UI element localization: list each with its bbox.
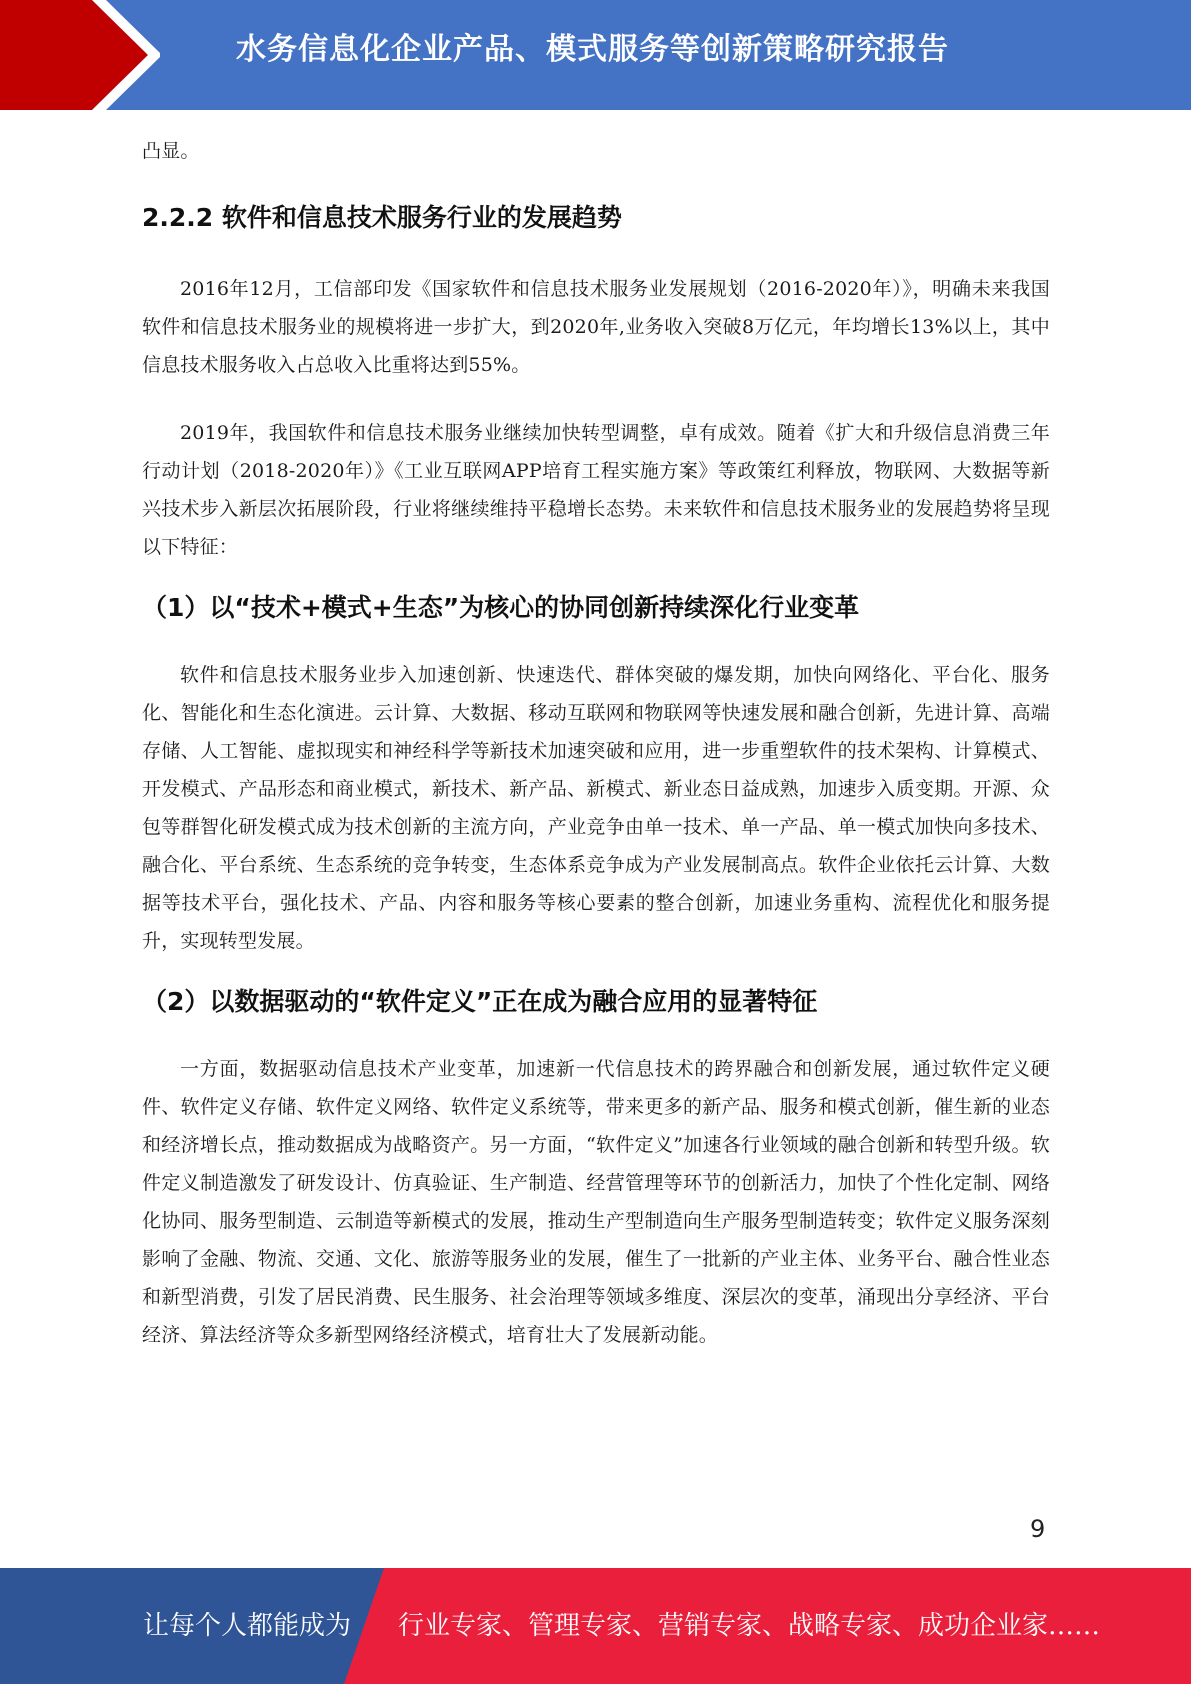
header-arrow-decoration (0, 0, 160, 110)
report-title: 水务信息化企业产品、模式服务等创新策略研究报告 (236, 32, 949, 67)
page-content (142, 132, 1050, 1354)
page-footer (0, 1568, 1191, 1684)
section-heading: 2.2.2 软件和信息技术服务行业的发展趋势 (142, 203, 622, 232)
subsection-2-paragraph: 一方面，数据驱动信息技术产业变革，加速新一代信息技术的跨界融合和创新发展，通过软件定义硬件、软件定义存储、软件定义网络、软件定义系统等，带来更多的新产品、服务和模式创新，催生新的业态和经济增长点，推动数据成为战略资产。另一方面，“软件定义”加速各行业领域的融合创新和转型升级。软件定义制造激发了研发设计、仿真验证、生产制造、经营管理等环节的创新活力，加快了个性化定制、网络化协同、服务型制造、云制造等新模式的发展，推动生产型制造向生产服务型制造转变；软件定义服务深刻影响了金融、物流、交通、文化、旅游等服务业的发展，催生了一批新的产业主体、业务平台、融合性业态和新型消费，引发了居民消费、民生服务、社会治理等领域多维度、深层次的变革，涌现出分享经济、平台经济、算法经济等众多新型网络经济模式，培育壮大了发展新动能。 (142, 1058, 1050, 1346)
page-header (0, 0, 1191, 110)
footer-slogan-right: 行业专家、管理专家、营销专家、战略专家、成功企业家…… (398, 1611, 1101, 1641)
continuation-text: 凸显。 (142, 140, 200, 162)
footer-slogan-left: 让每个人都能成为 (143, 1611, 352, 1641)
paragraph-1: 2016年12月，工信部印发《国家软件和信息技术服务业发展规划（2016-2020年）》，明确未来我国软件和信息技术服务业的规模将进一步扩大，到2020年,业务收入突破8万亿元，年均增长13%以上，其中信息技术服务收入占总收入比重将达到55%。 (142, 278, 1050, 376)
subsection-1-heading: （1）以“技术+模式+生态”为核心的协同创新持续深化行业变革 (142, 593, 860, 622)
paragraph-2: 2019年，我国软件和信息技术服务业继续加快转型调整，卓有成效。随着《扩大和升级信息消费三年行动计划（2018-2020年）》《工业互联网APP培育工程实施方案》等政策红利释放，物联网、大数据等新兴技术步入新层次拓展阶段，行业将继续维持平稳增长态势。未来软件和信息技术服务业的发展趋势将呈现以下特征： (142, 422, 1050, 558)
subsection-2-heading: （2）以数据驱动的“软件定义”正在成为融合应用的显著特征 (142, 987, 818, 1016)
page-number: 9 (1030, 1515, 1046, 1543)
subsection-1-paragraph: 软件和信息技术服务业步入加速创新、快速迭代、群体突破的爆发期，加快向网络化、平台化、服务化、智能化和生态化演进。云计算、大数据、移动互联网和物联网等快速发展和融合创新，先进计算、高端存储、人工智能、虚拟现实和神经科学等新技术加速突破和应用，进一步重塑软件的技术架构、计算模式、开发模式、产品形态和商业模式，新技术、新产品、新模式、新业态日益成熟，加速步入质变期。开源、众包等群智化研发模式成为技术创新的主流方向，产业竞争由单一技术、单一产品、单一模式加快向多技术、融合化、平台系统、生态系统的竞争转变，生态体系竞争成为产业发展制高点。软件企业依托云计算、大数据等技术平台，强化技术、产品、内容和服务等核心要素的整合创新，加速业务重构、流程优化和服务提升，实现转型发展。 (142, 664, 1050, 952)
